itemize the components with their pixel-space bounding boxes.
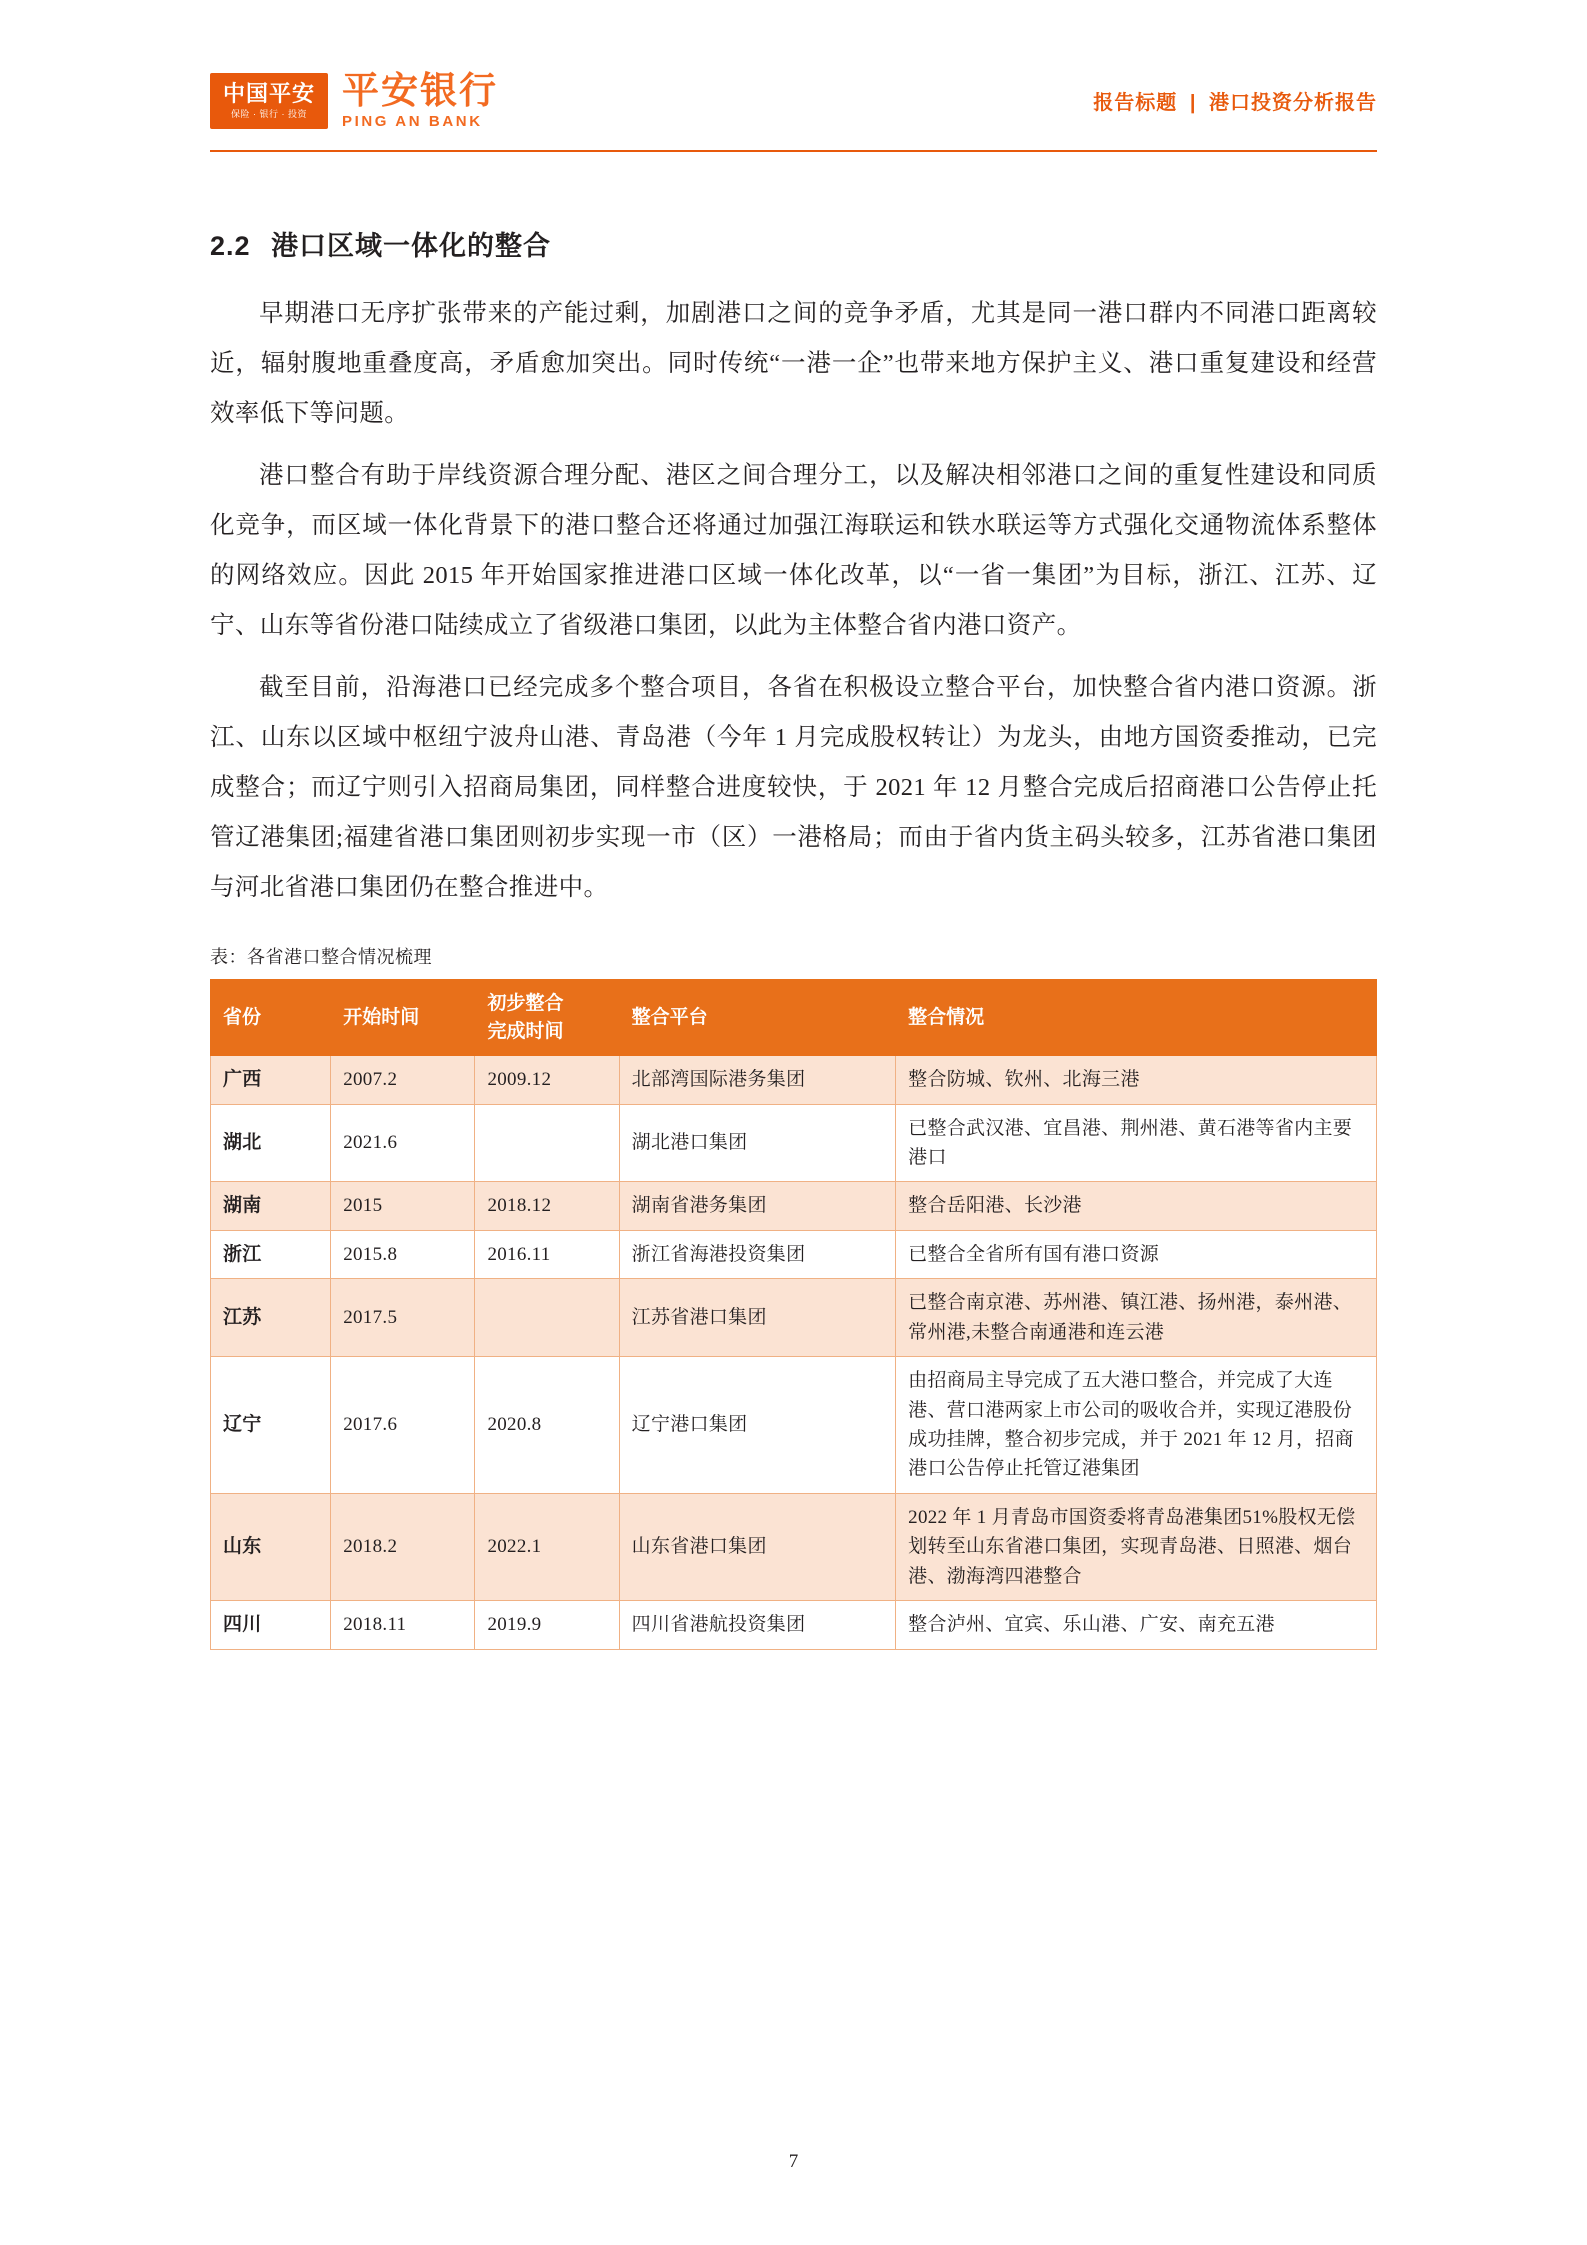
cell-start: 2018.2 <box>331 1493 475 1600</box>
cell-done <box>475 1104 619 1182</box>
body-paragraph-2: 港口整合有助于岸线资源合理分配、港区之间合理分工，以及解决相邻港口之间的重复性建设和同质化竞争，而区域一体化背景下的港口整合还将通过加强江海联运和铁水联运等方式强化交通物流体系整体的网络效应。因此 2015 年开始国家推进港口区域一体化改革，以“一省一集团”为目标，浙江、江苏、辽宁、山东等省份港口陆续成立了省级港口集团，以此为主体整合省内港口资产。 <box>210 462 1377 639</box>
cell-start: 2015 <box>331 1182 475 1230</box>
brand-name-cn: 平安银行 <box>342 70 498 112</box>
header-report-title <box>1093 86 1377 117</box>
body-paragraph-3: 截至目前，沿海港口已经完成多个整合项目，各省在积极设立整合平台，加快整合省内港口资源。浙江、山东以区域中枢纽宁波舟山港、青岛港（今年 1 月完成股权转让）为龙头，由地方国资委推动，已完成整合；而辽宁则引入招商局集团，同样整合进度较快，于 2021 年 12 月整合完成后招商港口公告停止托管辽港集团;福建省港口集团则初步实现一市（区）一港格局；而由于省内货主码头较多，江苏省港口集团与河北省港口集团仍在整合推进中。 <box>210 674 1377 901</box>
page-number: 7 <box>788 2151 799 2172</box>
table-row <box>211 1493 1377 1600</box>
cell-detail: 整合岳阳港、长沙港 <box>896 1182 1377 1230</box>
column-header-detail: 整合情况 <box>896 980 1377 1056</box>
logo-mark-top: 中国平安 <box>222 81 315 107</box>
cell-done: 2019.9 <box>475 1601 619 1649</box>
cell-done: 2022.1 <box>475 1493 619 1600</box>
cell-detail: 已整合武汉港、宜昌港、荆州港、黄石港等省内主要港口 <box>896 1104 1377 1182</box>
header-divider <box>210 150 1377 152</box>
cell-done: 2009.12 <box>475 1056 619 1104</box>
column-header-completion-time <box>475 980 619 1056</box>
cell-platform: 四川省港航投资集团 <box>619 1601 895 1649</box>
cell-province: 江苏 <box>211 1279 331 1357</box>
cell-done <box>475 1279 619 1357</box>
cell-detail: 已整合全省所有国有港口资源 <box>896 1230 1377 1278</box>
column-header-platform: 整合平台 <box>619 980 895 1056</box>
cell-platform: 浙江省海港投资集团 <box>619 1230 895 1278</box>
cell-done: 2020.8 <box>475 1357 619 1494</box>
cell-detail: 整合防城、钦州、北海三港 <box>896 1056 1377 1104</box>
cell-platform: 湖北港口集团 <box>619 1104 895 1182</box>
column-header-start-time: 开始时间 <box>331 980 475 1056</box>
cell-province: 湖南 <box>211 1182 331 1230</box>
report-name: 港口投资分析报告 <box>1209 91 1377 114</box>
cell-province: 辽宁 <box>211 1357 331 1494</box>
report-label: 报告标题 <box>1093 91 1178 114</box>
cell-start: 2015.8 <box>331 1230 475 1278</box>
cell-detail: 已整合南京港、苏州港、镇江港、扬州港，泰州港、常州港,未整合南通港和连云港 <box>896 1279 1377 1357</box>
section-title-text: 港口区域一体化的整合 <box>271 231 552 261</box>
pingan-group-logo-icon <box>210 73 328 129</box>
cell-platform: 辽宁港口集团 <box>619 1357 895 1494</box>
cell-start: 2018.11 <box>331 1601 475 1649</box>
table-row <box>211 1357 1377 1494</box>
port-integration-table <box>210 979 1377 1650</box>
cell-platform: 北部湾国际港务集团 <box>619 1056 895 1104</box>
cell-start: 2007.2 <box>331 1056 475 1104</box>
cell-platform: 江苏省港口集团 <box>619 1279 895 1357</box>
table-row <box>211 1182 1377 1230</box>
table-row <box>211 1601 1377 1649</box>
logo-mark-bottom: 保险 · 银行 · 投资 <box>231 108 307 119</box>
cell-platform: 山东省港口集团 <box>619 1493 895 1600</box>
cell-province: 浙江 <box>211 1230 331 1278</box>
table-row <box>211 1104 1377 1182</box>
table-row <box>211 1230 1377 1278</box>
table-row <box>211 1279 1377 1357</box>
section-heading <box>210 224 1377 263</box>
page-header <box>210 0 1377 166</box>
cell-start: 2021.6 <box>331 1104 475 1182</box>
completion-header-line2: 完成时间 <box>487 1020 564 1042</box>
cell-platform: 湖南省港务集团 <box>619 1182 895 1230</box>
cell-province: 广西 <box>211 1056 331 1104</box>
cell-done: 2018.12 <box>475 1182 619 1230</box>
table-header-row <box>211 980 1377 1056</box>
brand-wordmark <box>342 72 498 130</box>
cell-start: 2017.6 <box>331 1357 475 1494</box>
header-separator: | <box>1189 91 1197 114</box>
section-number: 2.2 <box>210 231 251 261</box>
completion-header-line1: 初步整合 <box>487 993 564 1014</box>
column-header-province: 省份 <box>211 980 331 1056</box>
brand-name-en: PING AN BANK <box>342 112 483 130</box>
cell-detail: 2022 年 1 月青岛市国资委将青岛港集团51%股权无偿划转至山东省港口集团，实现青岛港、日照港、烟台港、渤海湾四港整合 <box>896 1493 1377 1600</box>
cell-start: 2017.5 <box>331 1279 475 1357</box>
cell-done: 2016.11 <box>475 1230 619 1278</box>
cell-province: 湖北 <box>211 1104 331 1182</box>
cell-detail: 整合泸州、宜宾、乐山港、广安、南充五港 <box>896 1601 1377 1649</box>
table-caption: 表：各省港口整合情况梳理 <box>210 947 432 967</box>
body-paragraph-1: 早期港口无序扩张带来的产能过剩，加剧港口之间的竞争矛盾，尤其是同一港口群内不同港口距离较近，辐射腹地重叠度高，矛盾愈加突出。同时传统“一港一企”也带来地方保护主义、港口重复建设和经营效率低下等问题。 <box>210 300 1377 427</box>
brand-logo <box>210 72 498 130</box>
cell-detail: 由招商局主导完成了五大港口整合，并完成了大连港、营口港两家上市公司的吸收合并，实现辽港股份成功挂牌，整合初步完成，并于 2021 年 12 月，招商港口公告停止托管辽港集团 <box>896 1357 1377 1494</box>
cell-province: 山东 <box>211 1493 331 1600</box>
page-content <box>210 166 1377 1650</box>
cell-province: 四川 <box>211 1601 331 1649</box>
table-row <box>211 1056 1377 1104</box>
